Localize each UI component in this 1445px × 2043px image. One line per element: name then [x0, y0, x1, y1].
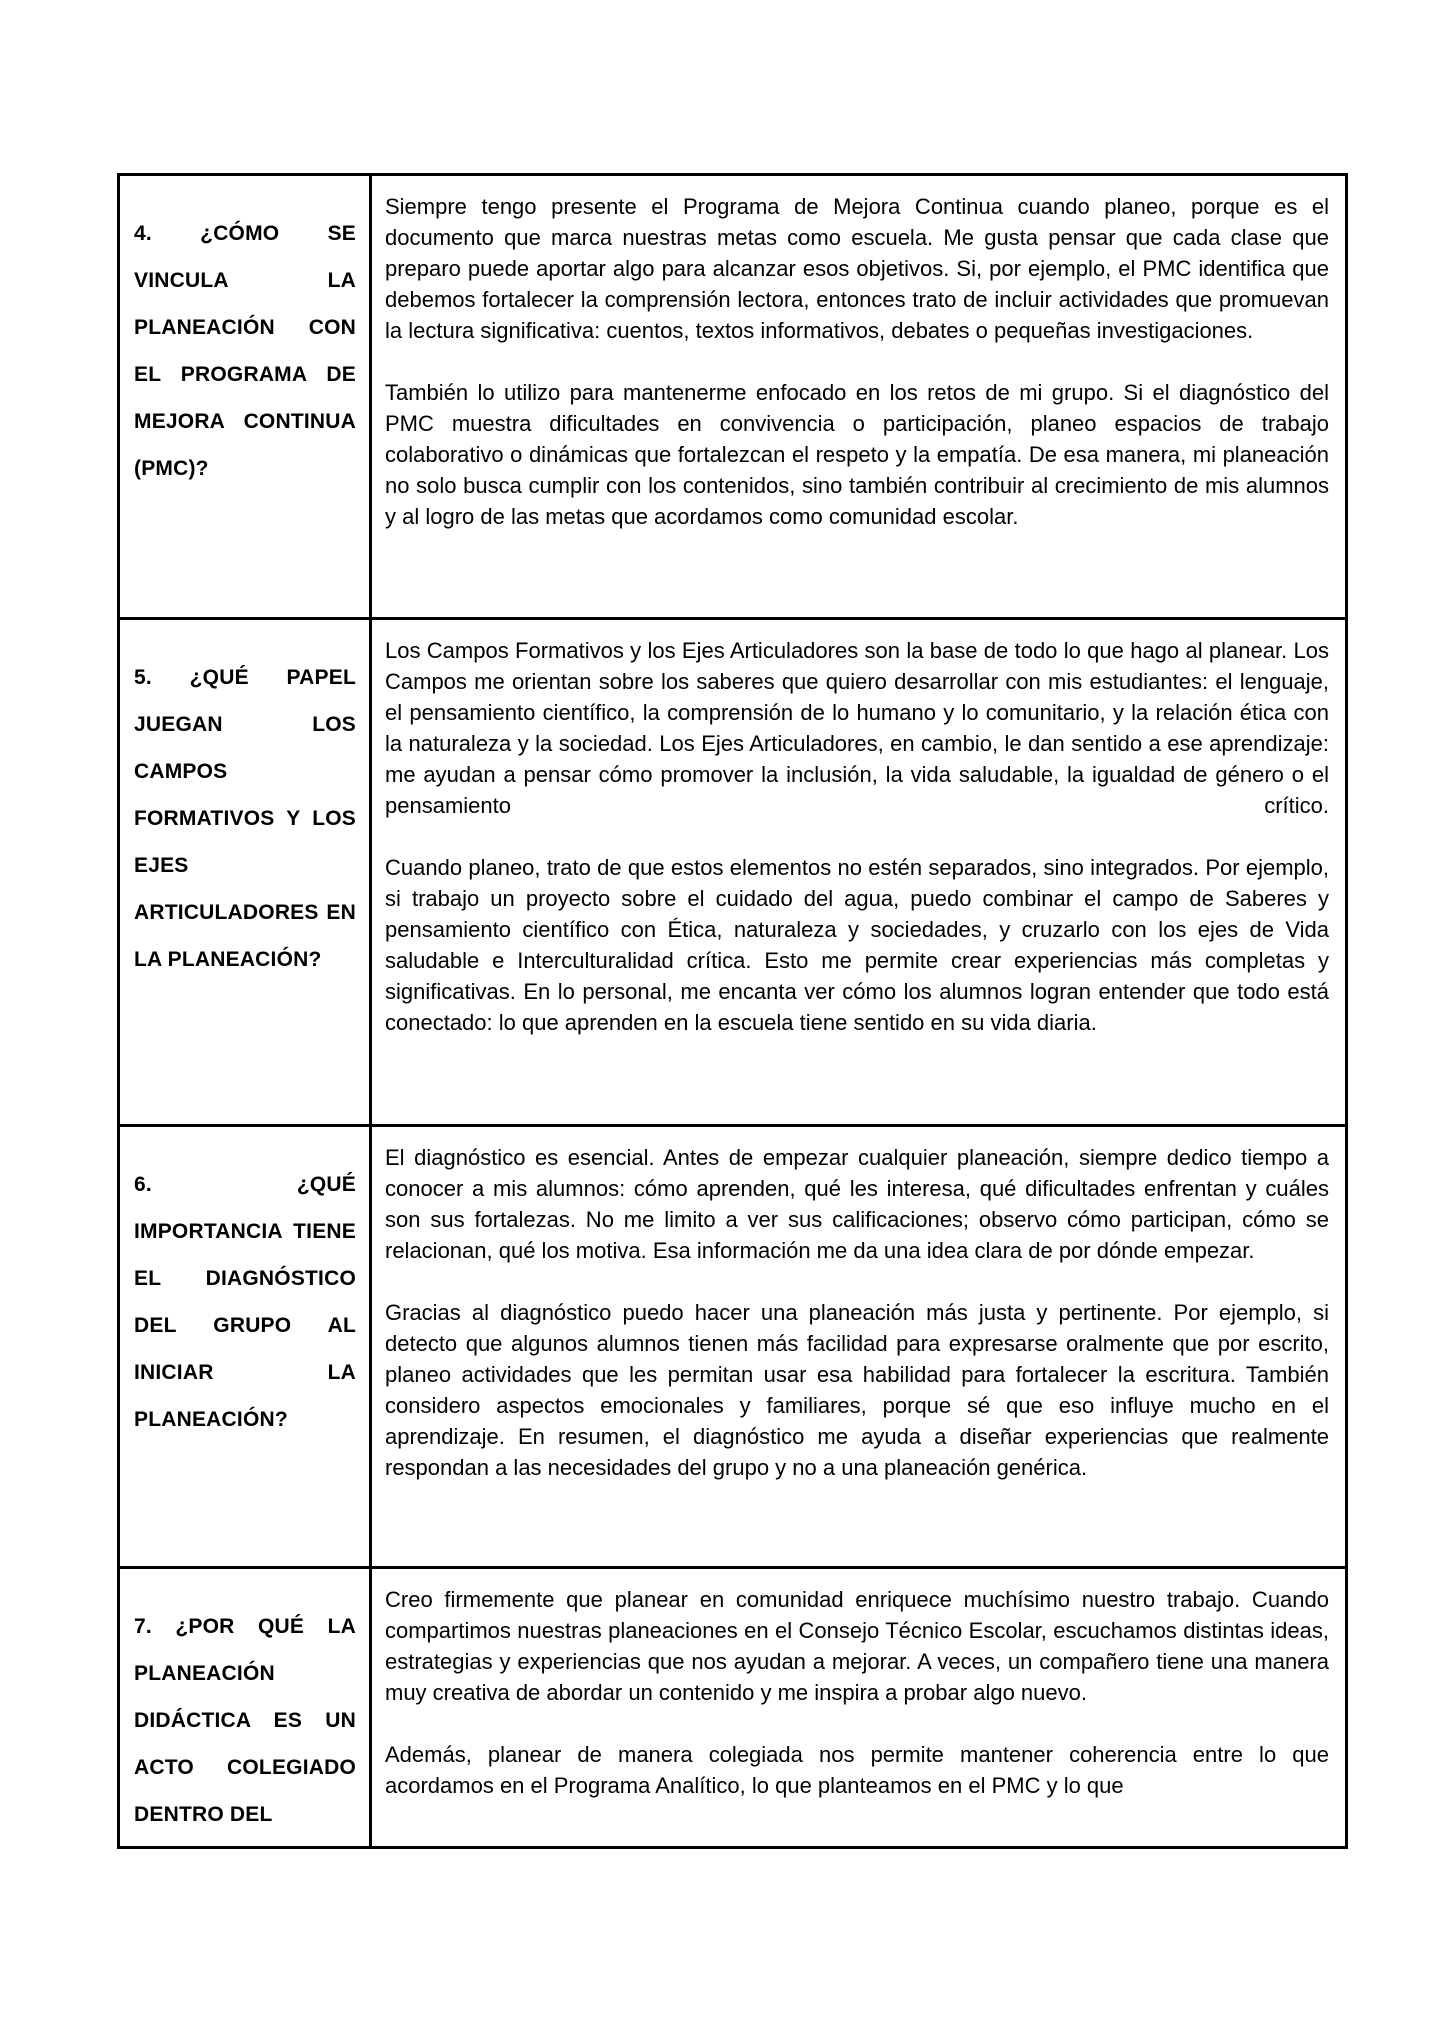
answer-paragraph: Siempre tengo presente el Programa de Mejora Continua cuando planeo, porque es el documento que marca nuestras metas como escuela. Me gusta pensar que cada clase que preparo puede aportar algo para alcanzar esos objetivos. Si, por ejemplo, el PMC identifica que debemos fortalecer la comprensión lectora, entonces trato de incluir actividades que promuevan la lectura significativa: cuentos, textos informativos, debates o pequeñas investigaciones. — [385, 194, 1329, 343]
question-text: 4. ¿CÓMO SE VINCULA LA PLANEACIÓN CON EL PROGRAMA DE MEJORA CONTINUA (PMC)? — [134, 222, 356, 480]
answer-paragraph: Además, planear de manera colegiada nos permite mantener coherencia entre lo que acordamos en el Programa Analítico, lo que planteamos en el PMC y lo que — [385, 1742, 1329, 1798]
question-cell — [120, 176, 372, 617]
answer-paragraph: También lo utilizo para mantenerme enfocado en los retos de mi grupo. Si el diagnóstico del PMC muestra dificultades en convivencia o participación, planeo espacios de trabajo colaborativo o dinámicas que fortalezcan el respeto y la empatía. De esa manera, mi planeación no solo busca cumplir con los contenidos, sino también contribuir al crecimiento de mis alumnos y al logro de las metas que acordamos como comunidad escolar. — [385, 380, 1329, 529]
question-cell — [120, 620, 372, 1124]
answer-paragraph: Los Campos Formativos y los Ejes Articuladores son la base de todo lo que hago al planear. Los Campos me orientan sobre los saberes que quiero desarrollar con mis estudiantes: el lenguaje, el pensamiento científico, la comprensión de lo humano y lo comunitario, y la relación ética con la naturaleza y la sociedad. Los Ejes Articuladores, en cambio, le dan sentido a ese aprendizaje: me ayudan a pensar cómo promover la inclusión, la vida saludable, la igualdad de género o el pensamiento crítico. — [385, 638, 1329, 818]
table-row-question-5 — [120, 617, 1345, 1124]
question-cell — [120, 1569, 372, 1846]
answer-cell — [372, 620, 1345, 1124]
table-row-question-6 — [120, 1124, 1345, 1566]
answer-paragraph: Gracias al diagnóstico puedo hacer una planeación más justa y pertinente. Por ejemplo, si detecto que algunos alumnos tienen más facilidad para expresarse oralmente que por escrito, planeo actividades que les permitan usar esa habilidad para fortalecer la escritura. También considero aspectos emocionales y familiares, porque sé que eso influye mucho en el aprendizaje. En resumen, el diagnóstico me ayuda a diseñar experiencias que realmente respondan a las necesidades del grupo y no a una planeación genérica. — [385, 1300, 1329, 1480]
answer-cell — [372, 176, 1345, 617]
question-text: 7. ¿POR QUÉ LA PLANEACIÓN DIDÁCTICA ES UN ACTO COLEGIADO DENTRO DEL — [134, 1615, 356, 1826]
answer-paragraph: Cuando planeo, trato de que estos elementos no estén separados, sino integrados. Por ejemplo, si trabajo un proyecto sobre el cuidado del agua, puedo combinar el campo de Saberes y pensamiento científico con Ética, naturaleza y sociedades, y cruzarlo con los ejes de Vida saludable e Interculturalidad crítica. Esto me permite crear experiencias más completas y significativas. En lo personal, me encanta ver cómo los alumnos logran entender que todo está conectado: lo que aprenden en la escuela tiene sentido en su vida diaria. — [385, 855, 1329, 1035]
question-text: 6. ¿QUÉ IMPORTANCIA TIENE EL DIAGNÓSTICO DEL GRUPO AL INICIAR LA PLANEACIÓN? — [134, 1173, 356, 1431]
answer-cell — [372, 1569, 1345, 1846]
table-row-question-7 — [120, 1566, 1345, 1846]
answer-paragraph: Creo firmemente que planear en comunidad enriquece muchísimo nuestro trabajo. Cuando compartimos nuestras planeaciones en el Consejo Técnico Escolar, escuchamos distintas ideas, estrategias y experiencias que nos ayudan a mejorar. A veces, un compañero tiene una manera muy creativa de abordar un contenido y me inspira a probar algo nuevo. — [385, 1587, 1329, 1705]
table-row-question-4 — [120, 176, 1345, 617]
question-cell — [120, 1127, 372, 1566]
question-text: 5. ¿QUÉ PAPEL JUEGAN LOS CAMPOS FORMATIVOS Y LOS EJES ARTICULADORES EN LA PLANEACIÓN? — [134, 666, 356, 971]
answer-paragraph: El diagnóstico es esencial. Antes de empezar cualquier planeación, siempre dedico tiempo a conocer a mis alumnos: cómo aprenden, qué les interesa, qué dificultades enfrentan y cuáles son sus fortalezas. No me limito a ver sus calificaciones; observo cómo participan, cómo se relacionan, qué los motiva. Esa información me da una idea clara de por dónde empezar. — [385, 1145, 1329, 1263]
qa-table — [117, 173, 1348, 1849]
answer-cell — [372, 1127, 1345, 1566]
